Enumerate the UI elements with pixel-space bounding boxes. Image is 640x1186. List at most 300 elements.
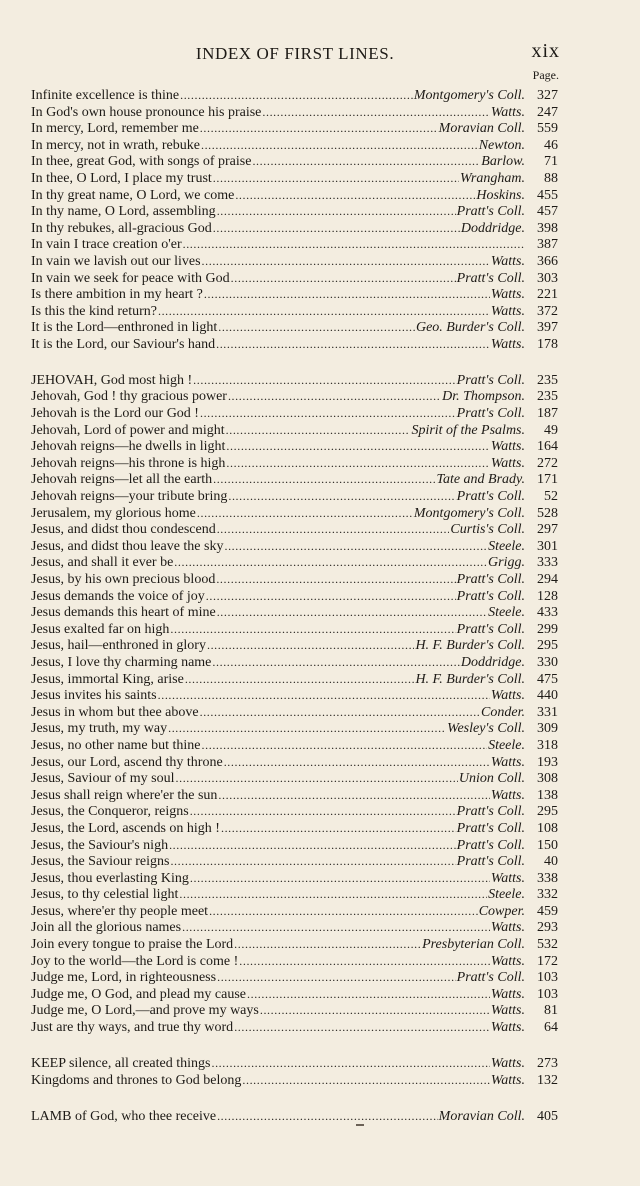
- index-entry: [31, 754, 558, 771]
- first-line: Jesus exalted far on high: [31, 621, 170, 637]
- dot-leader: [204, 286, 490, 304]
- first-line: Jehovah, God ! thy gracious power: [31, 389, 227, 405]
- source-author: Pratt's Coll.: [456, 372, 525, 388]
- hymn-page-number: 372: [537, 303, 558, 319]
- first-line: Join every tongue to praise the Lord: [31, 937, 234, 953]
- first-line: Jesus, thou everlasting King: [31, 870, 189, 886]
- source-author: Hoskins.: [476, 187, 525, 203]
- hymn-page-number: 295: [537, 638, 558, 654]
- dot-leader: [260, 1002, 490, 1020]
- source-author: Spirit of the Psalms.: [411, 422, 525, 438]
- dot-leader: [218, 319, 415, 337]
- index-entry: [31, 120, 558, 137]
- first-line: Jesus in whom but thee above: [31, 704, 199, 720]
- dot-leader: [202, 253, 490, 271]
- index-entry: [31, 286, 558, 303]
- dot-leader: [252, 153, 480, 171]
- index-entry: [31, 654, 558, 671]
- hymn-page-number: 108: [537, 820, 558, 836]
- first-line: In God's own house pronounce his praise: [31, 104, 262, 120]
- dot-leader: [168, 720, 446, 738]
- index-entry: [31, 170, 558, 187]
- source-author: Wesley's Coll.: [447, 721, 525, 737]
- hymn-page-number: 308: [537, 771, 558, 787]
- source-author: Pratt's Coll.: [456, 804, 525, 820]
- index-entry: [31, 236, 558, 253]
- first-line: Jesus, the Conqueror, reigns: [31, 804, 189, 820]
- source-author: H. F. Burder's Coll.: [415, 638, 525, 654]
- first-line: Kingdoms and thrones to God belong: [31, 1072, 242, 1088]
- source-author: Steele.: [488, 538, 525, 554]
- hymn-page-number: 528: [537, 505, 558, 521]
- first-line: Jerusalem, my glorious home: [31, 505, 196, 521]
- index-entry: [31, 1019, 558, 1036]
- source-author: Montgomery's Coll.: [413, 505, 525, 521]
- hymn-page-number: 172: [537, 953, 558, 969]
- index-entry: [31, 372, 558, 389]
- index-entry: [31, 969, 558, 986]
- dot-leader: [217, 604, 487, 622]
- source-author: Watts.: [490, 787, 525, 803]
- source-author: Watts.: [490, 688, 525, 704]
- hymn-page-number: 293: [537, 920, 558, 936]
- dot-leader: [242, 1072, 490, 1090]
- index-entry: [31, 203, 558, 220]
- index-entry: [31, 336, 558, 353]
- dot-leader: [180, 87, 413, 105]
- first-line: Jesus, the Saviour's nigh: [31, 837, 169, 853]
- index-entry: [31, 770, 558, 787]
- source-author: Tate and Brady.: [436, 472, 525, 488]
- dot-leader: [169, 837, 456, 855]
- hymn-page-number: 187: [537, 406, 558, 422]
- index-entry: [31, 870, 558, 887]
- dot-leader: [213, 471, 435, 489]
- dot-leader: [228, 488, 455, 506]
- dot-leader: [179, 886, 487, 904]
- source-author: Steele.: [488, 887, 525, 903]
- source-author: Watts.: [490, 1020, 525, 1036]
- hymn-page-number: 235: [537, 389, 558, 405]
- source-author: Pratt's Coll.: [456, 270, 525, 286]
- first-line: In thy rebukes, all-gracious God: [31, 220, 212, 236]
- source-author: Cowper.: [478, 903, 525, 919]
- index-entry: [31, 521, 558, 538]
- dot-leader: [228, 388, 441, 406]
- index-group: [31, 1055, 558, 1088]
- source-author: Watts.: [490, 287, 525, 303]
- hymn-page-number: 338: [537, 870, 558, 886]
- index-entry: [31, 405, 558, 422]
- index-entries: [31, 87, 558, 1144]
- hymn-page-number: 71: [544, 154, 558, 170]
- source-author: Union Coll.: [458, 771, 525, 787]
- dot-leader: [221, 820, 456, 838]
- source-author: Pratt's Coll.: [456, 572, 525, 588]
- source-author: Montgomery's Coll.: [413, 88, 525, 103]
- source-author: Doddridge.: [460, 654, 525, 670]
- page-title: INDEX OF FIRST LINES.: [195, 44, 395, 63]
- index-entry: [31, 571, 558, 588]
- index-group: [31, 372, 558, 1036]
- source-author: Conder.: [481, 704, 525, 720]
- hymn-page-number: 398: [537, 220, 558, 236]
- source-author: Newton.: [478, 137, 525, 153]
- index-entry: [31, 704, 558, 721]
- index-group: [31, 87, 558, 353]
- dot-leader: [224, 754, 490, 772]
- first-line: Jesus, our Lord, ascend thy throne: [31, 754, 223, 770]
- index-entry: [31, 936, 558, 953]
- index-entry: [31, 422, 558, 439]
- page-number: xix: [531, 40, 560, 62]
- index-entry: [31, 621, 558, 638]
- dot-leader: [202, 737, 488, 755]
- hymn-page-number: 88: [544, 170, 558, 186]
- dot-leader: [209, 903, 478, 921]
- hymn-page-number: 297: [537, 522, 558, 538]
- hymn-page-number: 327: [537, 88, 558, 103]
- source-author: Curtis's Coll.: [450, 522, 525, 538]
- hymn-page-number: 49: [544, 422, 558, 438]
- index-entry: [31, 220, 558, 237]
- dot-leader: [216, 571, 455, 589]
- hymn-page-number: 331: [537, 704, 558, 720]
- dot-leader: [218, 787, 489, 805]
- hymn-page-number: 455: [537, 187, 558, 203]
- hymn-page-number: 440: [537, 688, 558, 704]
- dot-leader: [235, 187, 475, 205]
- first-line: Jesus invites his saints: [31, 688, 157, 704]
- source-author: Pratt's Coll.: [456, 621, 525, 637]
- source-author: Watts.: [490, 870, 525, 886]
- first-line: Jesus, to thy celestial light: [31, 887, 179, 903]
- page-column-label: Page.: [532, 68, 559, 82]
- source-author: Geo. Burder's Coll.: [415, 320, 525, 336]
- first-line: Jehovah reigns—your tribute bring: [31, 489, 228, 505]
- source-author: Watts.: [490, 1056, 525, 1072]
- source-author: Watts.: [490, 1003, 525, 1019]
- first-line: Jesus demands the voice of joy: [31, 588, 205, 604]
- page-header: [30, 40, 560, 66]
- first-line: Jesus, where'er thy people meet: [31, 903, 209, 919]
- source-author: Watts.: [490, 455, 525, 471]
- hymn-page-number: 138: [537, 787, 558, 803]
- source-author: Moravian Coll.: [438, 121, 525, 137]
- source-author: Pratt's Coll.: [456, 588, 525, 604]
- dot-leader: [182, 919, 490, 937]
- hymn-page-number: 193: [537, 754, 558, 770]
- first-line: Jehovah reigns—let all the earth: [31, 472, 213, 488]
- index-entry: [31, 488, 558, 505]
- first-line: Jesus, I love thy charming name: [31, 654, 212, 670]
- source-author: Doddridge.: [460, 220, 525, 236]
- source-author: Barlow.: [481, 154, 525, 170]
- source-author: Steele.: [488, 605, 525, 621]
- printer-mark: [356, 1124, 364, 1126]
- dot-leader: [234, 1019, 490, 1037]
- hymn-page-number: 46: [544, 137, 558, 153]
- dot-leader: [170, 621, 455, 639]
- hymn-page-number: 64: [544, 1020, 558, 1036]
- first-line: Jehovah is the Lord our God !: [31, 406, 199, 422]
- hymn-page-number: 301: [537, 538, 558, 554]
- dot-leader: [190, 803, 456, 821]
- source-author: Watts.: [490, 986, 525, 1002]
- dot-leader: [226, 455, 489, 473]
- index-entry: [31, 87, 558, 104]
- first-line: Join all the glorious names: [31, 920, 182, 936]
- first-line: Jesus, Saviour of my soul: [31, 771, 175, 787]
- dot-leader: [262, 104, 490, 122]
- source-author: Watts.: [490, 253, 525, 269]
- index-entry: [31, 388, 558, 405]
- first-line: Is this the kind return?: [31, 303, 157, 319]
- first-line: It is the Lord, our Saviour's hand: [31, 336, 216, 352]
- hymn-page-number: 332: [537, 887, 558, 903]
- index-group: [31, 1108, 558, 1125]
- hymn-page-number: 81: [544, 1003, 558, 1019]
- hymn-page-number: 235: [537, 372, 558, 388]
- index-entry: [31, 137, 558, 154]
- index-entry: [31, 671, 558, 688]
- hymn-page-number: 532: [537, 937, 558, 953]
- index-entry: [31, 270, 558, 287]
- first-line: KEEP silence, all created things: [31, 1056, 211, 1072]
- hymn-page-number: 303: [537, 270, 558, 286]
- first-line: Just are thy ways, and true thy word: [31, 1020, 234, 1036]
- first-line: Jesus, the Lord, ascends on high !: [31, 820, 220, 836]
- index-entry: [31, 1055, 558, 1072]
- index-entry: [31, 303, 558, 320]
- index-entry: [31, 837, 558, 854]
- source-author: Watts.: [490, 303, 525, 319]
- dot-leader: [212, 654, 459, 672]
- index-entry: [31, 554, 558, 571]
- first-line: In mercy, not in wrath, rebuke: [31, 137, 200, 153]
- hymn-page-number: 475: [537, 671, 558, 687]
- index-entry: [31, 637, 558, 654]
- hymn-page-number: 397: [537, 320, 558, 336]
- dot-leader: [193, 372, 456, 390]
- source-author: Wrangham.: [460, 170, 525, 186]
- index-entry: [31, 104, 558, 121]
- hymn-page-number: 333: [537, 555, 558, 571]
- dot-leader: [216, 336, 490, 354]
- first-line: JEHOVAH, God most high !: [31, 372, 193, 388]
- dot-leader: [158, 303, 490, 321]
- hymn-page-number: 366: [537, 253, 558, 269]
- hymn-page-number: 330: [537, 654, 558, 670]
- source-author: Pratt's Coll.: [456, 970, 525, 986]
- index-entry: [31, 720, 558, 737]
- index-entry: [31, 438, 558, 455]
- first-line: Judge me, O God, and plead my cause: [31, 986, 246, 1002]
- first-line: Jesus, the Saviour reigns: [31, 854, 170, 870]
- first-line: In vain I trace creation o'er: [31, 237, 182, 253]
- index-entry: [31, 187, 558, 204]
- dot-leader: [176, 770, 458, 788]
- source-author: Watts.: [490, 104, 525, 120]
- dot-leader: [217, 203, 456, 221]
- first-line: Jesus, and didst thou condescend: [31, 522, 216, 538]
- index-entry: [31, 1002, 558, 1019]
- hymn-page-number: 405: [537, 1108, 558, 1124]
- index-entry: [31, 505, 558, 522]
- source-author: H. F. Burder's Coll.: [415, 671, 525, 687]
- first-line: Infinite excellence is thine: [31, 88, 180, 103]
- first-line: In vain we seek for peace with God: [31, 270, 230, 286]
- first-line: In thy name, O Lord, assembling: [31, 204, 216, 220]
- dot-leader: [207, 637, 414, 655]
- hymn-page-number: 52: [544, 489, 558, 505]
- index-entry: [31, 604, 558, 621]
- first-line: Jesus, and didst thou leave the sky: [31, 538, 224, 554]
- index-entry: [31, 737, 558, 754]
- hymn-page-number: 247: [537, 104, 558, 120]
- dot-leader: [183, 236, 524, 254]
- first-line: In mercy, Lord, remember me: [31, 121, 199, 137]
- first-line: Judge me, O Lord,—and prove my ways: [31, 1003, 259, 1019]
- hymn-page-number: 295: [537, 804, 558, 820]
- source-author: Steele.: [488, 737, 525, 753]
- index-entry: [31, 886, 558, 903]
- source-author: Watts.: [490, 439, 525, 455]
- first-line: Jesus, and shall it ever be: [31, 555, 174, 571]
- first-line: Jesus demands this heart of mine: [31, 605, 216, 621]
- index-entry: [31, 455, 558, 472]
- source-author: Pratt's Coll.: [456, 489, 525, 505]
- dot-leader: [217, 969, 456, 987]
- hymn-page-number: 459: [537, 903, 558, 919]
- hymn-page-number: 318: [537, 737, 558, 753]
- hymn-page-number: 299: [537, 621, 558, 637]
- dot-leader: [211, 1055, 489, 1073]
- dot-leader: [226, 422, 411, 440]
- source-author: Pratt's Coll.: [456, 406, 525, 422]
- first-line: Jesus, hail—enthroned in glory: [31, 638, 206, 654]
- hymn-page-number: 164: [537, 439, 558, 455]
- first-line: LAMB of God, who thee receive: [31, 1108, 217, 1124]
- index-entry: [31, 588, 558, 605]
- dot-leader: [200, 120, 438, 138]
- hymn-page-number: 128: [537, 588, 558, 604]
- first-line: Jehovah reigns—he dwells in light: [31, 439, 226, 455]
- index-entry: [31, 820, 558, 837]
- first-line: Jesus, by his own precious blood: [31, 572, 216, 588]
- source-author: Watts.: [490, 336, 525, 352]
- hymn-page-number: 40: [544, 854, 558, 870]
- dot-leader: [239, 953, 490, 971]
- hymn-page-number: 272: [537, 455, 558, 471]
- index-entry: [31, 153, 558, 170]
- source-author: Watts.: [490, 1072, 525, 1088]
- hymn-page-number: 171: [537, 472, 558, 488]
- dot-leader: [234, 936, 421, 954]
- hymn-page-number: 178: [537, 336, 558, 352]
- hymn-page-number: 273: [537, 1056, 558, 1072]
- hymn-page-number: 387: [537, 237, 558, 253]
- source-author: Pratt's Coll.: [456, 820, 525, 836]
- first-line: Jesus, my truth, my way: [31, 721, 168, 737]
- index-entry: [31, 903, 558, 920]
- first-line: Judge me, Lord, in righteousness: [31, 970, 217, 986]
- source-author: Dr. Thompson.: [442, 389, 525, 405]
- source-author: Moravian Coll.: [438, 1108, 525, 1124]
- index-entry: [31, 538, 558, 555]
- first-line: Is there ambition in my heart ?: [31, 287, 203, 303]
- dot-leader: [174, 554, 487, 572]
- source-author: Pratt's Coll.: [456, 837, 525, 853]
- hymn-page-number: 150: [537, 837, 558, 853]
- dot-leader: [185, 671, 415, 689]
- dot-leader: [158, 687, 490, 705]
- hymn-page-number: 221: [537, 287, 558, 303]
- first-line: Jesus, immortal King, arise: [31, 671, 184, 687]
- first-line: Jehovah reigns—his throne is high: [31, 455, 226, 471]
- dot-leader: [226, 438, 489, 456]
- dot-leader: [213, 220, 460, 238]
- hymn-page-number: 559: [537, 121, 558, 137]
- dot-leader: [217, 1108, 438, 1126]
- first-line: Joy to the world—the Lord is come !: [31, 953, 239, 969]
- hymn-page-number: 103: [537, 970, 558, 986]
- source-author: Watts.: [490, 953, 525, 969]
- first-line: Jehovah, Lord of power and might: [31, 422, 225, 438]
- dot-leader: [197, 505, 413, 523]
- first-line: In thy great name, O Lord, we come: [31, 187, 235, 203]
- first-line: Jesus, no other name but thine: [31, 737, 201, 753]
- first-line: In vain we lavish out our lives: [31, 253, 201, 269]
- index-entry: [31, 803, 558, 820]
- dot-leader: [190, 870, 490, 888]
- index-entry: [31, 787, 558, 804]
- source-author: Watts.: [490, 754, 525, 770]
- index-entry: [31, 253, 558, 270]
- source-author: Presbyterian Coll.: [422, 937, 525, 953]
- index-entry: [31, 853, 558, 870]
- dot-leader: [217, 521, 450, 539]
- dot-leader: [231, 270, 456, 288]
- first-line: Jesus shall reign where'er the sun: [31, 787, 218, 803]
- source-author: Pratt's Coll.: [456, 204, 525, 220]
- index-entry: [31, 471, 558, 488]
- hymn-page-number: 132: [537, 1072, 558, 1088]
- dot-leader: [200, 704, 480, 722]
- dot-leader: [213, 170, 459, 188]
- hymn-page-number: 294: [537, 572, 558, 588]
- first-line: In thee, great God, with songs of praise: [31, 154, 252, 170]
- dot-leader: [200, 405, 456, 423]
- index-entry: [31, 1108, 558, 1125]
- source-author: Pratt's Coll.: [456, 854, 525, 870]
- hymn-page-number: 433: [537, 605, 558, 621]
- index-entry: [31, 919, 558, 936]
- index-entry: [31, 319, 558, 336]
- source-author: Watts.: [490, 920, 525, 936]
- first-line: It is the Lord—enthroned in light: [31, 320, 218, 336]
- source-author: Grigg.: [488, 555, 525, 571]
- hymn-page-number: 457: [537, 204, 558, 220]
- dot-leader: [247, 986, 490, 1004]
- dot-leader: [206, 588, 456, 606]
- index-entry: [31, 986, 558, 1003]
- index-entry: [31, 687, 558, 704]
- first-line: In thee, O Lord, I place my trust: [31, 170, 212, 186]
- dot-leader: [224, 538, 487, 556]
- index-entry: [31, 953, 558, 970]
- dot-leader: [170, 853, 455, 871]
